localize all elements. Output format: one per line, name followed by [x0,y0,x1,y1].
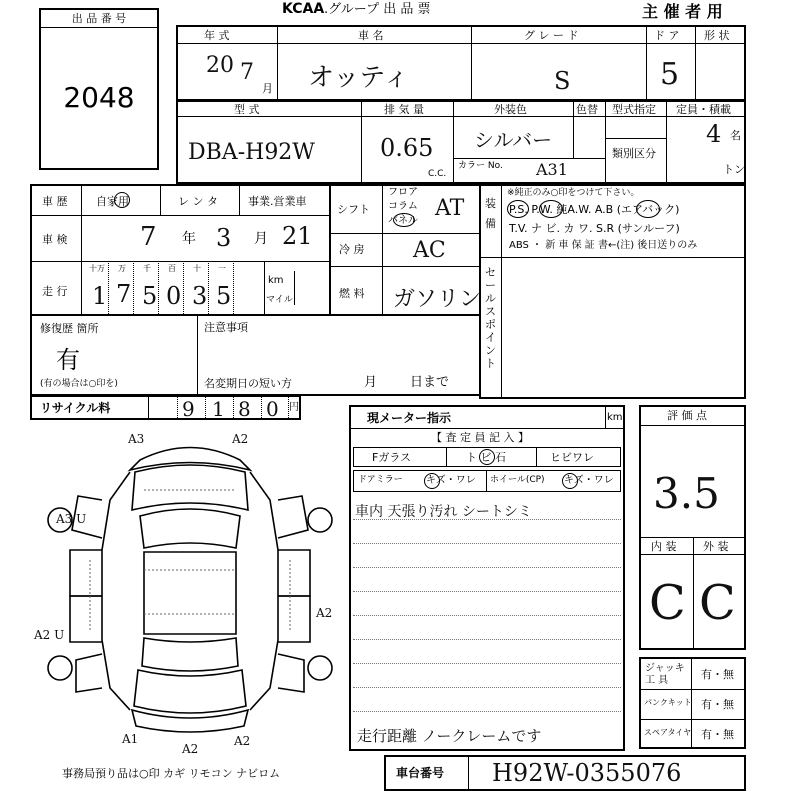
meter-label: 現メーター指示 [367,411,452,425]
color-value: シルバー [474,128,553,152]
shift-panel: パネル [388,215,418,226]
recycle-block [30,395,301,420]
shift-value: AT [435,196,465,221]
lot-box [39,8,159,170]
ac-label: 冷 房 [339,243,365,256]
equipment-line-1: P.S. P.W. 純A.W. A.B (エアバック) [509,203,680,216]
damage-mark: A2 [234,734,251,748]
caution-label: 注意事項 [204,321,248,334]
name-value: オッティ [308,63,410,93]
inspection-day: 21 [282,222,313,250]
doors-value: 5 [660,57,680,92]
recycle-digit: 1 [212,397,225,421]
damage-mark: A2 U [34,628,65,642]
jack-label: ジャッキ 工 具 [645,663,685,686]
car-body-diagram [40,430,340,755]
damage-mark: A3 [128,432,145,446]
inspection-month: 3 [216,224,232,252]
score-label: 評 価 点 [667,409,707,422]
diagram-footer: 事務局預り品は○印 カギ リモコン ナビロム [62,767,281,780]
glass-label: Fガラス [372,451,411,464]
name-label: 車 名 [358,29,384,42]
mileage-header-10k: 万 [118,264,126,273]
displacement-value: 0.65 [380,134,434,162]
color-label: 外装色 [494,103,527,116]
recycle-unit: 円 [289,402,299,413]
roof-outline [144,552,236,634]
fuel-label: 燃 料 [339,287,365,300]
mileage-digit: 0 [166,282,182,310]
history-block [30,184,331,316]
repaint-label: 色替 [576,103,598,116]
exterior-value: C [699,575,736,631]
pw-selected-circle [539,200,563,218]
shift-selected-circle [393,213,415,227]
inspector-block [349,405,625,751]
recycle-label: リサイクル料 [40,401,111,415]
interior-value: C [649,575,686,631]
equipment-line-3: ABS ・ 新 車 保 証 書←(注) 後日送りのみ [509,240,698,251]
inspector-label: 【 査 定 員 記 入 】 [431,431,529,444]
mileage-header-100k: 十万 [89,264,105,273]
score-block [639,405,746,650]
inspector-note-1: 車内 天張り汚れ シートシミ [355,504,532,520]
hood-outline [132,465,248,510]
displacement-unit: C.C. [428,169,447,179]
shift-column: コラム [388,201,418,212]
inspection-month-unit: 月 [254,231,268,247]
displacement-label: 排 気 量 [384,103,424,116]
right-rear-fender-outline [278,654,304,692]
vehicle-row-2 [176,100,746,184]
repair-label: 修復歴 箇所 [40,322,99,335]
sponsor-label: 主 催 者 用 [642,2,723,21]
right-rear-door-outline [278,596,310,642]
color-no-label: カラー No. [458,161,503,171]
damage-mark: A2 [232,432,249,446]
interior-label: 内 装 [651,540,677,553]
mileage-digit: 7 [116,280,132,308]
mileage-digit: 5 [142,282,158,310]
mileage-digit: 5 [216,282,232,310]
shift-floor: フロア [388,187,418,198]
ps-selected-circle [507,200,529,218]
left-rear-wheel [48,656,72,680]
repair-caution-block [30,314,481,396]
right-front-door-outline [278,550,310,596]
ab-selected-circle [636,200,660,218]
mileage-digit: 3 [192,282,208,310]
grade-value: S [554,67,571,95]
ac-value: AC [413,238,446,263]
spare-options: 有・無 [701,728,734,741]
front-bumper-outline [130,448,250,471]
color-no-value: A31 [536,160,568,179]
history-rental: レ ン タ [178,195,218,208]
inspection-label: 車 検 [42,233,68,246]
damage-mark: A2 [316,606,333,620]
name-change-day: 日まで [410,375,450,390]
sale-point-label: セールスポイント [485,266,496,370]
mileage-label: 走 行 [42,285,68,298]
rear-glass-outline [142,638,238,671]
damage-mark: A1 [122,732,139,746]
year-label: 年 式 [204,29,230,42]
equipment-line-2: T.V. ナ ビ. カ ワ. S.R (サンルーフ) [509,222,680,235]
glass-crack-label: ヒビワレ [550,451,594,464]
puncture-label: パンクキット [644,698,692,707]
capacity-value: 4 [706,120,722,148]
grade-label: グ レ ー ド [524,29,579,42]
right-rear-wheel [308,656,332,680]
chassis-value: H92W-0355076 [492,759,682,787]
doors-label: ド ア [654,29,680,42]
mileage-header-100: 百 [168,264,176,273]
mileage-header-1: 一 [218,264,226,273]
windshield-outline [140,509,240,548]
puncture-options: 有・無 [701,698,734,711]
history-commercial: 事業.営業車 [248,195,307,208]
mileage-header-10: 十 [193,264,201,273]
load-unit: トン [723,163,745,176]
tools-block [639,657,746,749]
score-value: 3.5 [653,469,720,518]
recycle-digit: 0 [266,397,279,421]
recycle-digit: 8 [238,397,251,421]
mileage-header-1k: 千 [143,264,151,273]
name-change-label: 名変期日の短い方 [204,377,292,390]
left-front-door-outline [70,550,102,596]
capacity-unit: 名 [730,129,741,142]
inspection-year: 7 [140,222,157,252]
glass-selected-circle [479,449,495,465]
mirror-selected-circle [424,473,440,489]
shift-label: シフト [337,203,370,216]
history-label: 車 歴 [42,195,68,208]
wheel-label: ホイール(CP) [490,475,545,485]
lot-label: 出 品 番 号 [71,12,127,25]
equipment-note: ※純正のみ○印をつけて下さい。 [507,188,640,198]
jack-options: 有・無 [701,668,734,681]
type-designation-label: 型式指定 [612,103,656,116]
tailgate-outline [134,670,246,713]
wheel-options: キズ・ワレ [564,475,614,486]
exterior-label: 外 装 [703,540,729,553]
left-rear-fender-outline [76,654,102,692]
right-front-fender-outline [278,496,308,538]
spare-label: スペアタイヤ [644,728,692,737]
kcaa-logo: KCAA [282,1,325,17]
history-private: 自家用 [96,195,129,208]
year-value: 20 [206,53,234,78]
right-side-outline [250,472,278,710]
inspection-year-unit: 年 [182,231,196,247]
name-change-month: 月 [364,375,378,390]
month-unit: 月 [262,82,273,95]
mirror-label: ドアミラー [358,475,403,485]
class-label: 類別区分 [612,147,656,160]
vehicle-row-1 [176,25,746,101]
mirror-options: キズ・ワレ [426,475,476,486]
inspector-note-2: 走行距離 ノークレームです [357,727,542,745]
recycle-digit: 9 [182,397,195,421]
model-value: DBA-H92W [188,140,315,165]
damage-mark: A3 U [56,512,87,526]
damage-mark: A2 [182,742,199,756]
left-side-outline [102,472,130,710]
equipment-label: 装 備 [485,197,496,230]
history-selected-circle [114,192,130,208]
repair-value: 有 [56,346,80,374]
shape-label: 形 状 [704,29,730,42]
sheet-title: .グループ 出 品 票 [324,2,431,17]
glass-options: ト ビ 石 [466,451,506,464]
model-label: 型 式 [234,103,260,116]
repair-note: (有の場合は○印を) [40,379,118,389]
wheel-selected-circle [562,473,578,489]
chassis-label: 車台番号 [396,766,445,780]
meter-unit: km [607,412,623,423]
chassis-block [384,755,746,791]
month-value: 7 [240,60,254,85]
equipment-block [479,184,746,399]
mile-label: マイル [266,295,293,305]
capacity-label: 定員・積載 [676,103,731,116]
shift-block [329,184,481,316]
right-front-wheel [308,508,332,532]
lot-number: 2048 [63,81,135,114]
km-label: km [268,275,284,286]
glass-row [353,447,621,467]
mirror-wheel-row [353,470,621,492]
fuel-value: ガソリン [393,287,482,312]
mileage-digit: 1 [92,282,108,310]
left-rear-door-outline [70,596,102,642]
